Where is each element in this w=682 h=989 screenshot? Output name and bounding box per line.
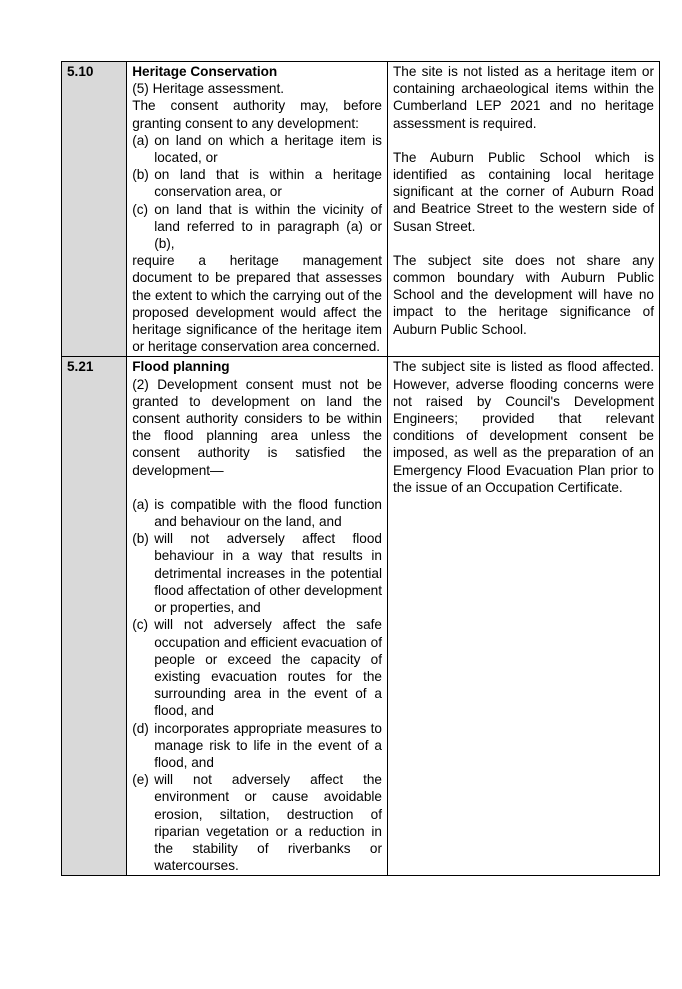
list-item: (a) is compatible with the flood function and behaviour on the land, and bbox=[132, 496, 382, 530]
assessment-comment bbox=[387, 357, 659, 876]
assessment-comment bbox=[387, 62, 659, 357]
clause-text bbox=[127, 357, 388, 876]
clause-subtitle: (5) Heritage assessment. bbox=[132, 81, 285, 97]
comment-paragraph: The Auburn Public School which is identified as containing local heritage significant at the corner of Auburn Road and Beatrice Street to the western side of Susan Street. bbox=[392, 149, 654, 234]
compliance-table bbox=[61, 61, 660, 876]
comment-paragraph: The subject site does not share any common boundary with Auburn Public School and the development will have no impact to the heritage significance of Auburn Public School. bbox=[392, 252, 654, 337]
clause-outro: require a heritage management document to be prepared that assesses the extent to which the carrying out of the proposed development would affect the heritage significance of the heritage item or heritage conservation area concerned. bbox=[132, 253, 382, 355]
list-item: (b) on land that is within a heritage conservation area, or bbox=[132, 167, 382, 200]
clause-title: Heritage Conservation bbox=[132, 64, 278, 79]
clause-title: Flood planning bbox=[132, 359, 230, 375]
clause-number: 5.10 bbox=[62, 62, 127, 357]
list-item: (e) will not adversely affect the environment or cause avoidable erosion, siltation, destruction of riparian vegetation or a reduction in the stability of riverbanks or watercourses. bbox=[132, 772, 382, 874]
clause-intro: The consent authority may, before granting consent to any development: bbox=[132, 98, 382, 131]
table-row-heritage bbox=[62, 62, 660, 357]
clause-intro: (2) Development consent must not be granted to development on land the consent authority considers to be within the flood planning area unless the consent authority is satisfied the development— bbox=[132, 376, 382, 478]
list-item: (a) on land on which a heritage item is located, or bbox=[132, 132, 382, 166]
table-row-flood bbox=[62, 357, 660, 876]
list-item: (b) will not adversely affect flood behaviour in a way that results in detrimental increases in the potential flood affectation of other development or properties, and bbox=[132, 531, 382, 616]
list-item: (c) on land that is within the vicinity of land referred to in paragraph (a) or (b), bbox=[132, 201, 382, 252]
clause-text bbox=[127, 62, 388, 357]
comment-paragraph: The subject site is listed as flood affected. However, adverse flooding concerns were not raised by Council's Development Engineers; provided that relevant conditions of development consent be imposed, as well as the preparation of an Emergency Flood Evacuation Plan prior to the issue of an Occupation Certificate. bbox=[392, 359, 654, 495]
comment-paragraph: The site is not listed as a heritage item or containing archaeological items within the Cumberland LEP 2021 and no heritage assessment is required. bbox=[392, 64, 654, 131]
list-item: (d) incorporates appropriate measures to manage risk to life in the event of a flood, and bbox=[132, 720, 382, 770]
clause-number: 5.21 bbox=[62, 357, 127, 876]
list-item: (c) will not adversely affect the safe occupation and efficient evacuation of people or exceed the capacity of existing evacuation routes for the surrounding area in the event of a flood, and bbox=[132, 617, 382, 719]
